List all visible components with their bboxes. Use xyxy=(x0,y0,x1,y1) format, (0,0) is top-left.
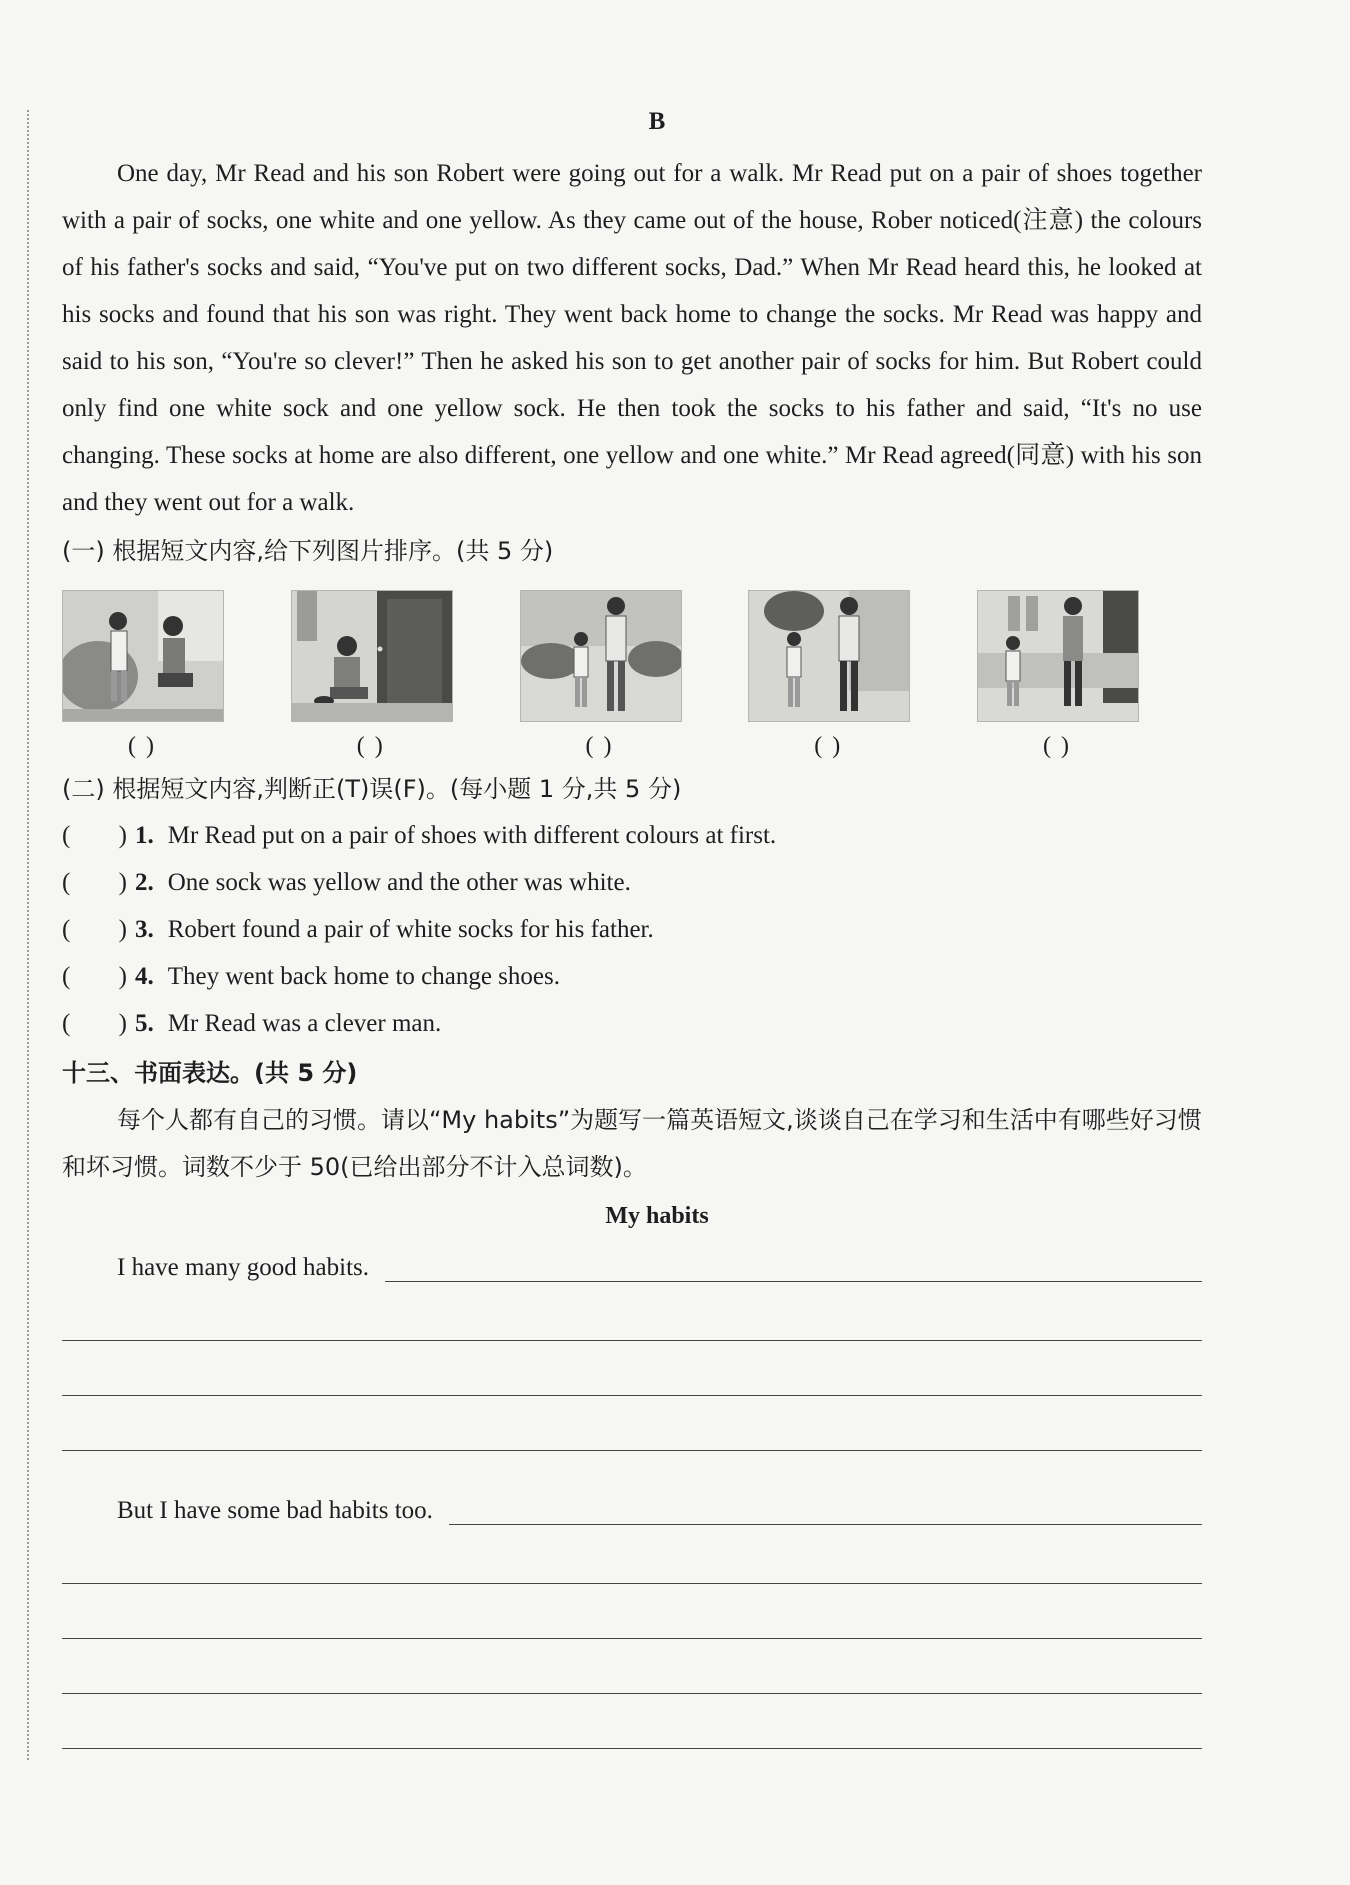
item-text: Mr Read put on a pair of shoes with different colours at first. xyxy=(167,822,777,849)
item-number: 3. xyxy=(135,916,154,943)
line-lead-text: I have many good habits. xyxy=(117,1254,370,1281)
true-false-list xyxy=(62,812,1202,1047)
part2-title: (二) 根据短文内容,判断正(T)误(F)。(每小题 1 分,共 5 分) xyxy=(62,775,682,803)
picture-item xyxy=(977,590,1137,766)
item-text: One sock was yellow and the other was white. xyxy=(167,869,631,896)
answer-paren[interactable]: ( ) xyxy=(1043,733,1071,759)
picture-item xyxy=(520,590,680,766)
writing-line[interactable] xyxy=(62,1236,1202,1286)
writing-line[interactable] xyxy=(62,1286,1202,1341)
answer-paren[interactable]: ( ) xyxy=(356,733,385,759)
item-number: 1. xyxy=(135,822,154,849)
writing-line[interactable] xyxy=(62,1694,1202,1749)
part1-title: (一) 根据短文内容,给下列图片排序。(共 5 分) xyxy=(62,537,554,565)
item-number: 2. xyxy=(135,869,154,896)
tf-item xyxy=(62,812,1202,859)
writing-line[interactable] xyxy=(62,1451,1202,1529)
tf-item xyxy=(62,906,1202,953)
tf-item xyxy=(62,953,1202,1000)
line-lead-text: But I have some bad habits too. xyxy=(117,1497,433,1524)
picture-item xyxy=(62,590,222,766)
answer-rule[interactable] xyxy=(449,1523,1202,1525)
section-letter: B xyxy=(648,108,666,135)
writing-heading: 十三、书面表达。(共 5 分) xyxy=(62,1059,358,1087)
writing-line[interactable] xyxy=(62,1584,1202,1639)
picture-item xyxy=(748,590,908,766)
item-text: Mr Read was a clever man. xyxy=(167,1010,442,1037)
man-kneeling-with-boy-icon xyxy=(62,590,224,722)
item-text: Robert found a pair of white socks for his father. xyxy=(167,916,654,943)
writing-line[interactable] xyxy=(62,1639,1202,1694)
answer-paren[interactable]: ( ) xyxy=(62,869,127,896)
item-number: 5. xyxy=(135,1010,154,1037)
binding-margin-line xyxy=(27,110,29,1760)
picture-item xyxy=(291,590,451,766)
answer-paren[interactable]: ( ) xyxy=(62,822,127,849)
passage-text: One day, Mr Read and his son Robert were going out for a walk. Mr Read put on a pair of shoes together with a pair of socks, one white and one yellow. As they came out of the house, Rober noticed(注意) the colours of his father's socks and said, “You've put on two different socks, Dad.” When Mr Read heard this, he looked at his socks and found that his son was right. They went back home to change the socks. Mr Read was happy and said to his son, “You're so clever!” Then he asked his son to get another pair of socks for him. But Robert could only find one white sock and one yellow sock. He then took the socks to his father and said, “It's no use changing. These socks at home are also different, one yellow and one white.” Mr Read agreed(同意) with his son and they went out for a walk. xyxy=(62,160,1202,516)
answer-paren[interactable]: ( ) xyxy=(62,916,127,943)
item-text: They went back home to change shoes. xyxy=(167,963,560,990)
boy-pointing-at-socks-icon xyxy=(748,590,910,722)
writing-line[interactable] xyxy=(62,1341,1202,1396)
writing-line[interactable] xyxy=(62,1529,1202,1584)
tf-item xyxy=(62,859,1202,906)
man-putting-on-shoes-icon xyxy=(291,590,453,722)
answer-paren[interactable]: ( ) xyxy=(814,733,843,759)
writing-line[interactable] xyxy=(62,1396,1202,1451)
tf-item xyxy=(62,1000,1202,1047)
picture-row xyxy=(62,590,1137,766)
reading-passage xyxy=(62,150,1202,526)
father-son-at-home-icon xyxy=(977,590,1139,722)
answer-rule[interactable] xyxy=(385,1280,1202,1282)
answer-paren[interactable]: ( ) xyxy=(62,963,127,990)
answer-paren[interactable]: ( ) xyxy=(585,733,614,759)
father-son-walking-icon xyxy=(520,590,682,722)
answer-paren[interactable]: ( ) xyxy=(128,733,156,759)
essay-title: My habits xyxy=(605,1203,709,1229)
writing-instructions: 每个人都有自己的习惯。请以“My habits”为题写一篇英语短文,谈谈自己在学习和生活中有哪些好习惯和坏习惯。词数不少于 50(已给出部分不计入总词数)。 xyxy=(62,1106,1202,1181)
item-number: 4. xyxy=(135,963,154,990)
content xyxy=(62,108,1202,1749)
answer-paren[interactable]: ( ) xyxy=(62,1010,127,1037)
